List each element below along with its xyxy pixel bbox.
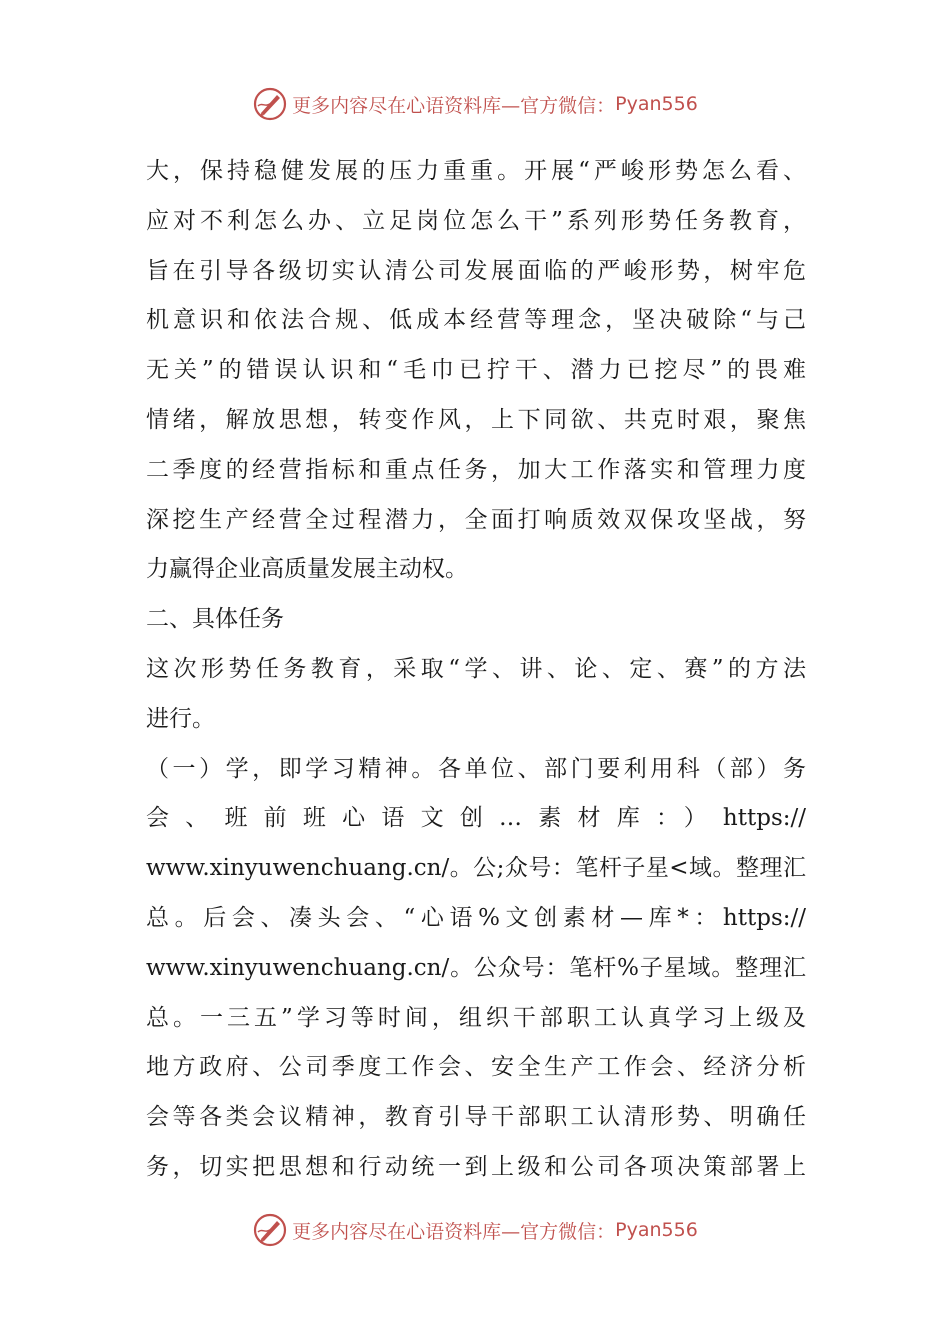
footer-watermark-banner [0,1210,950,1250]
body-line: 会、班前班心语文创…素材库：）https:// [146,805,806,832]
pen-logo-icon [252,86,288,122]
body-line: 大，保持稳健发展的压力重重。开展“严峻形势怎么看、 [146,158,806,184]
body-line: www.xinyuwenchuang.cn/。公;众号：笔杆子星<域。整理汇 [146,855,806,882]
banner-text: 更多内容尽在心语资料库—官方微信： [292,1220,616,1243]
body-line: 二季度的经营指标和重点任务，加大工作落实和管理力度 [146,456,806,483]
body-line: 无关”的错误认识和“毛巾已拧干、潜力已挖尽”的畏难 [146,357,806,384]
body-line: 地方政府、公司季度工作会、安全生产工作会、经济分析 [146,1054,806,1081]
banner-text: 更多内容尽在心语资料库—官方微信： [292,94,616,117]
body-line: 情绪，解放思想，转变作风，上下同欲、共克时艰，聚焦 [146,406,806,433]
body-line: 这次形势任务教育，采取“学、讲、论、定、赛”的方法 [146,655,806,682]
body-line: 力赢得企业高质量发展主动权。 [146,556,468,583]
body-line: 进行。 [146,705,215,732]
banner-account: Pyan556 [615,1219,698,1241]
banner-account: Pyan556 [615,93,698,115]
body-line: 旨在引导各级切实认清公司发展面临的严峻形势，树牢危 [146,257,806,284]
body-line: 会等各类会议精神，教育引导干部职工认清形势、明确任 [146,1104,806,1131]
document-body [146,147,806,1193]
body-line: 深挖生产经营全过程潜力，全面打响质效双保攻坚战，努 [146,506,806,533]
body-line: 机意识和依法合规、低成本经营等理念，坚决破除“与己 [146,307,806,334]
body-line: 应对不利怎么办、立足岗位怎么干”系列形势任务教育， [146,207,806,234]
body-line: （一）学，即学习精神。各单位、部门要利用科（部）务 [146,755,806,782]
body-line: 总。后会、凑头会、“心语%文创素材—库*：https:// [146,904,806,931]
header-watermark-banner [0,84,950,124]
body-line: www.xinyuwenchuang.cn/。公众号：笔杆%子星域。整理汇 [146,954,806,981]
pen-logo-icon [252,1212,288,1248]
section-heading: 二、具体任务 [146,606,284,633]
body-line: 务，切实把思想和行动统一到上级和公司各项决策部署上 [146,1153,806,1180]
body-line: 总。一三五”学习等时间，组织干部职工认真学习上级及 [146,1004,806,1031]
